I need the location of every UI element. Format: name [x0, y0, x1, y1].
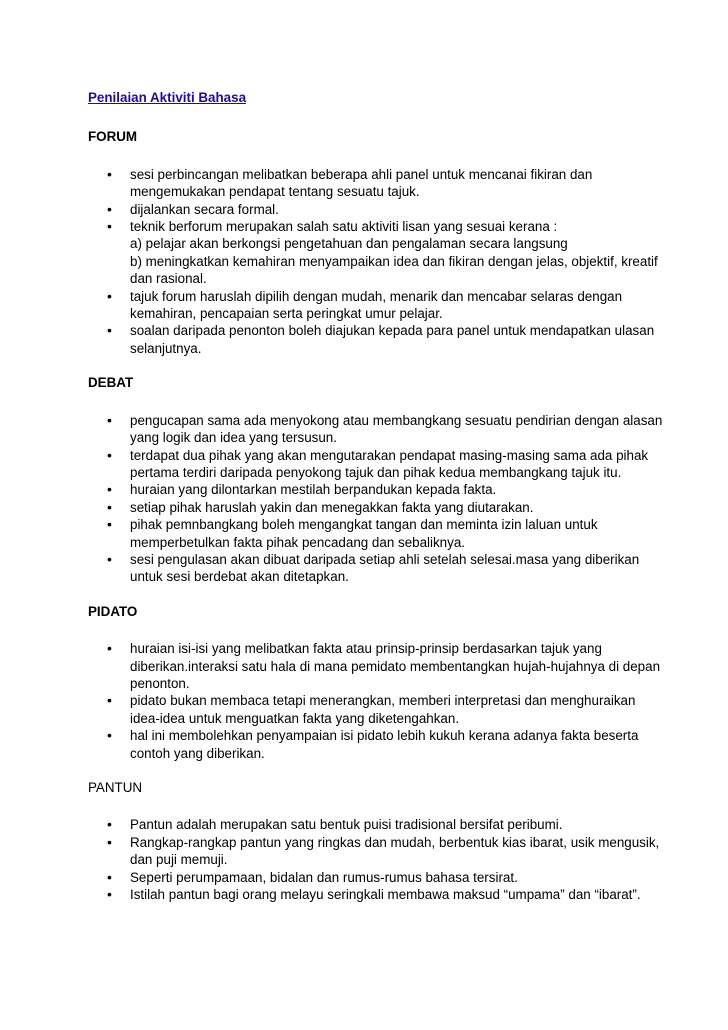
list-item: • dijalankan secara formal. [130, 201, 668, 218]
list-item: • Seperti perumpamaan, bidalan dan rumus-rumus bahasa tersirat. [130, 869, 668, 886]
section-heading-pantun: PANTUN [88, 780, 143, 795]
pidato-bullet-list [88, 640, 668, 762]
list-item: • soalan daripada penonton boleh diajukan kepada para panel untuk mendapatkan ulasan selanjutnya. [130, 322, 668, 357]
section-debat [88, 374, 668, 585]
section-heading-debat: DEBAT [88, 375, 134, 391]
section-heading-pidato: PIDATO [88, 603, 138, 619]
document-title-link[interactable]: Penilaian Aktiviti Bahasa [88, 90, 247, 105]
list-item: • tajuk forum haruslah dipilih dengan mudah, menarik dan mencabar selaras dengan kemahiran, pencapaian serta peringkat umur pelajar. [130, 288, 668, 323]
section-pantun [88, 779, 668, 903]
forum-bullet-list [88, 166, 668, 357]
pantun-bullet-list [88, 816, 668, 903]
list-item: • huraian isi-isi yang melibatkan fakta atau prinsip-prinsip berdasarkan tajuk yang diberikan.interaksi satu hala di mana pemidato membentangkan hujah-hujahnya di depan penonton. [130, 640, 668, 692]
list-sub-item: b) meningkatkan kemahiran menyampaikan idea dan fikiran dengan jelas, objektif, kreatif dan rasional. [130, 253, 658, 287]
list-item-text: teknik berforum merupakan salah satu aktiviti lisan yang sesuai kerana : [130, 219, 558, 235]
list-item: • huraian yang dilontarkan mestilah berpandukan kepada fakta. [130, 481, 668, 498]
document-body [88, 89, 668, 920]
list-item: • pengucapan sama ada menyokong atau membangkang sesuatu pendirian dengan alasan yang logik dan idea yang tersusun. [130, 412, 668, 447]
list-item [130, 218, 668, 288]
list-item: • hal ini membolehkan penyampaian isi pidato lebih kukuh kerana adanya fakta beserta contoh yang diberikan. [130, 727, 668, 762]
list-sub-item: a) pelajar akan berkongsi pengetahuan dan pengalaman secara langsung [130, 236, 568, 252]
list-item: • terdapat dua pihak yang akan mengutarakan pendapat masing-masing sama ada pihak pertama terdiri daripada penyokong tajuk dan pihak kedua membangkang tajuk itu. [130, 447, 668, 482]
list-item: • Istilah pantun bagi orang melayu seringkali membawa maksud “umpama” dan “ibarat”. [130, 886, 668, 903]
list-item: • setiap pihak haruslah yakin dan menegakkan fakta yang diutarakan. [130, 499, 668, 516]
section-heading-forum: FORUM [88, 129, 138, 145]
debat-bullet-list [88, 412, 668, 586]
section-pidato [88, 603, 668, 762]
list-item: • pihak pemnbangkang boleh mengangkat tangan dan meminta izin laluan untuk memperbetulkan fakta pihak pencadang dan sebaliknya. [130, 516, 668, 551]
list-item: • sesi perbincangan melibatkan beberapa ahli panel untuk mencanai fikiran dan mengemukakan pendapat tentang sesuatu tajuk. [130, 166, 668, 201]
list-item: • sesi pengulasan akan dibuat daripada setiap ahli setelah selesai.masa yang diberikan untuk sesi berdebat akan ditetapkan. [130, 551, 668, 586]
list-item: • Rangkap-rangkap pantun yang ringkas dan mudah, berbentuk kias ibarat, usik mengusik, dan puji memuji. [130, 834, 668, 869]
list-item: • Pantun adalah merupakan satu bentuk puisi tradisional bersifat peribumi. [130, 816, 668, 833]
section-forum [88, 128, 668, 357]
list-item: • pidato bukan membaca tetapi menerangkan, memberi interpretasi dan menghuraikan idea-idea untuk menguatkan fakta yang diketengahkan. [130, 692, 668, 727]
